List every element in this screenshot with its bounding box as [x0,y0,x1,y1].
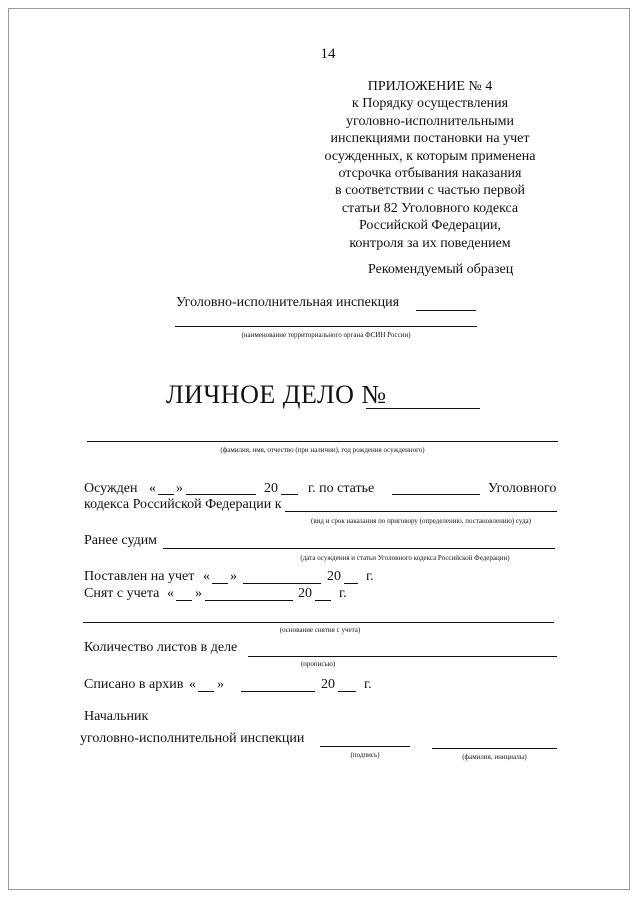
registered-suffix: г. [366,569,374,584]
inspection-label: Уголовно-исполнительная инспекция [176,295,400,310]
archive-label: Списано в архив [84,677,184,692]
archive-suffix: г. [364,677,372,692]
inspection-caption: (наименование территориального органа ФСИН России) [241,331,411,339]
convicted-quote-open: « [149,481,156,496]
registered-day-field[interactable] [212,583,228,584]
person-field[interactable] [87,441,558,442]
deregistered-month-field[interactable] [205,600,293,601]
sheets-caption: (прописью) [300,660,336,668]
prior-field[interactable] [163,548,555,549]
convicted-day-field[interactable] [158,494,174,495]
appendix-block [300,78,560,252]
archive-year-prefix: 20 [321,677,335,692]
appendix-line: к Порядку осуществления [351,96,509,112]
chief-inspection: уголовно-исполнительной инспекции [80,731,305,746]
archive-quote-close: » [217,677,224,692]
sample-label: Рекомендуемый образец [368,262,514,277]
appendix-line: в соответствии с частью первой [334,183,526,199]
signature-field[interactable] [320,746,410,747]
prior-label: Ранее судим [84,533,158,548]
convicted-year-field[interactable] [281,494,298,495]
convicted-code-word: Уголовного [488,481,557,496]
signature-caption: (подпись) [350,751,380,759]
archive-month-field[interactable] [241,691,315,692]
sheets-field[interactable] [248,656,557,657]
deregistered-reason-field[interactable] [83,622,554,623]
inspection-name-field[interactable] [175,326,477,327]
chief-title: Начальник [84,709,149,724]
appendix-line: отсрочка отбывания наказания [338,166,522,182]
convicted-label: Осужден [84,481,138,496]
registered-year-field[interactable] [344,583,358,584]
deregistered-caption: (основание снятия с учета) [279,626,361,634]
deregistered-suffix: г. [339,586,347,601]
registered-month-field[interactable] [243,583,321,584]
deregistered-year-field[interactable] [315,600,331,601]
chief-name-caption: (фамилия, инициалы) [462,753,527,761]
appendix-line: контроля за их поведением [349,235,511,251]
convicted-quote-close: » [176,481,183,496]
archive-day-field[interactable] [198,691,214,692]
person-caption: (фамилия, имя, отчество (при наличии), год рождения осужденного) [220,446,425,454]
appendix-line: инспекциями постановки на учет [330,131,530,147]
document-title: ЛИЧНОЕ ДЕЛО № [166,380,387,409]
convicted-caption: (вид и срок наказания по приговору (определению, постановлению) суда) [311,517,531,525]
convicted-sentence-field[interactable] [285,511,557,512]
case-number-field[interactable] [366,408,480,409]
registered-quote-close: » [230,569,237,584]
convicted-article-field[interactable] [392,494,480,495]
convicted-line2: кодекса Российской Федерации к [84,497,282,512]
convicted-month-field[interactable] [186,494,256,495]
chief-name-field[interactable] [432,748,557,749]
appendix-line: уголовно-исполнительными [346,113,514,129]
registered-label: Поставлен на учет [84,569,195,584]
inspection-code-field[interactable] [416,310,476,311]
sheets-label: Количество листов в деле [84,640,238,655]
registered-quote-open: « [203,569,210,584]
prior-caption: (дата осуждения и статьи Уголовного кодекса Российской Федерации) [300,554,510,562]
appendix-line: статьи 82 Уголовного кодекса [341,200,519,216]
registered-year-prefix: 20 [327,569,341,584]
convicted-year-prefix: 20 [264,481,278,496]
archive-quote-open: « [189,677,196,692]
deregistered-label: Снят с учета [84,586,160,601]
appendix-line: ПРИЛОЖЕНИЕ № 4 [367,79,493,94]
archive-year-field[interactable] [338,691,356,692]
deregistered-quote-close: » [195,586,202,601]
convicted-article-label: г. по статье [308,481,375,496]
appendix-line: осужденных, к которым применена [324,148,536,164]
page-number: 14 [320,46,336,62]
appendix-line: Российской Федерации, [358,218,502,234]
deregistered-quote-open: « [167,586,174,601]
deregistered-day-field[interactable] [176,600,192,601]
deregistered-year-prefix: 20 [298,586,312,601]
